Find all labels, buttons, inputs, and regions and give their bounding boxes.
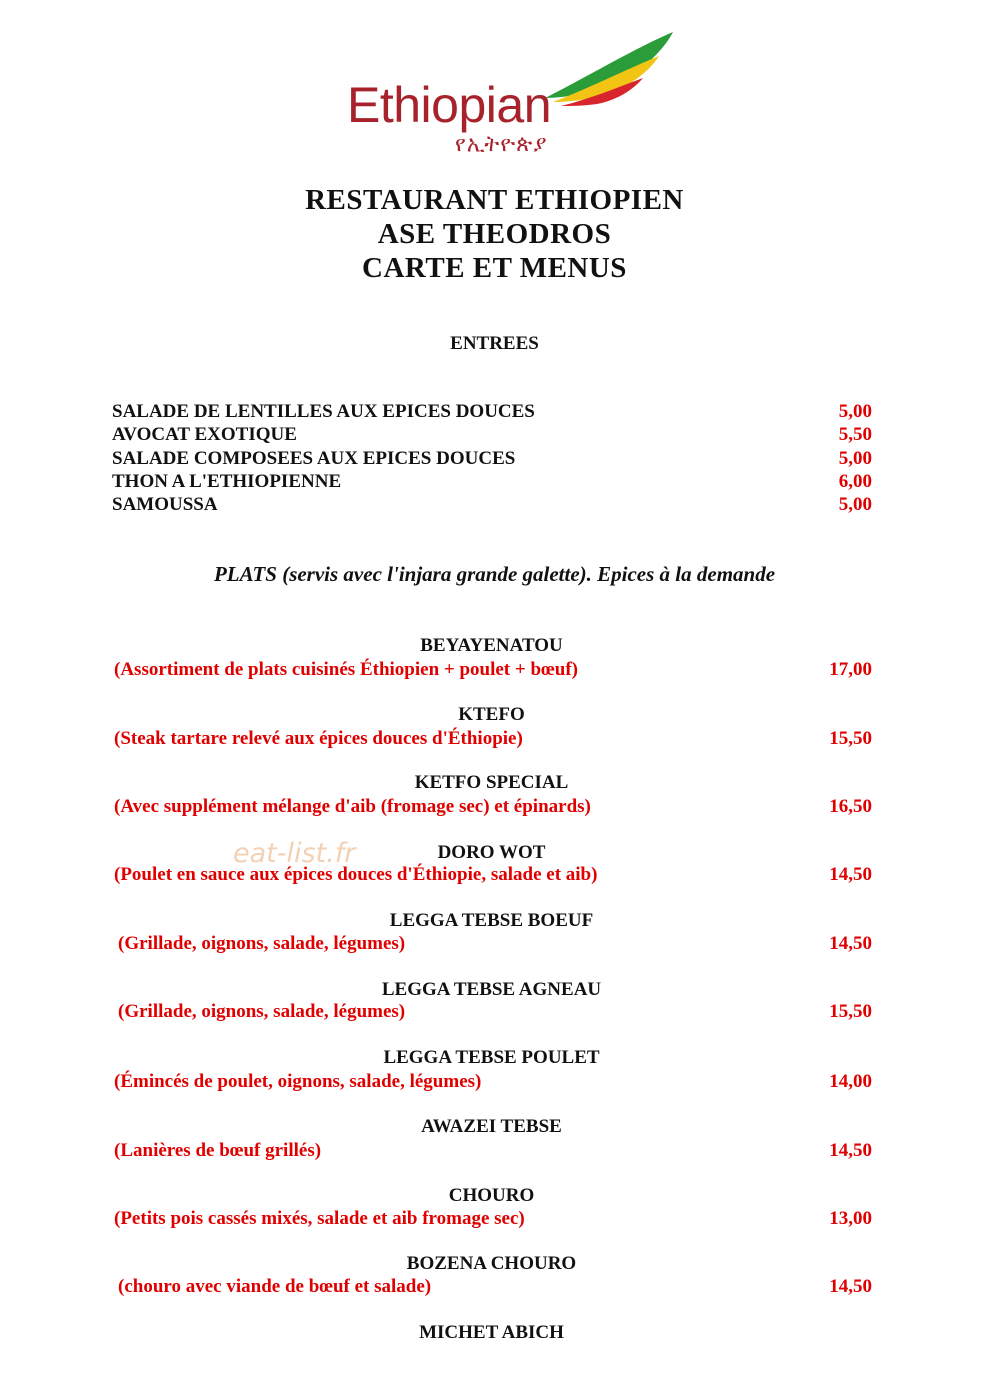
dish-name: AWAZEI TEBSE (421, 1116, 562, 1137)
entree-item (112, 471, 872, 495)
dish-description: (chouro avec viande de bœuf et salade) (118, 1276, 432, 1297)
dish-name: BOZENA CHOURO (406, 1253, 577, 1274)
airline-logo (345, 28, 685, 158)
dish-name: BEYAYENATOU (420, 635, 563, 656)
dish-description: (Grillade, oignons, salade, légumes) (118, 1001, 406, 1022)
entree-price: 5,00 (838, 448, 872, 469)
dish-description-row (114, 1071, 872, 1095)
dish-description: (Petits pois cassés mixés, salade et aib fromage sec) (114, 1208, 525, 1229)
dish-price: 17,00 (829, 659, 872, 680)
entree-price: 5,00 (838, 494, 872, 515)
dish-description: (Avec supplément mélange d'aib (fromage sec) et épinards) (114, 796, 591, 817)
restaurant-type-heading: RESTAURANT ETHIOPIEN (305, 184, 684, 216)
dish-description-row (114, 1140, 872, 1164)
dish-price: 14,50 (829, 864, 872, 885)
dish-name: CHOURO (448, 1185, 535, 1206)
dish-description: (Émincés de poulet, oignons, salade, légumes) (114, 1071, 482, 1092)
entree-item (112, 424, 872, 448)
dish-price: 13,00 (829, 1208, 872, 1229)
entree-price: 5,00 (838, 401, 872, 422)
dish-description-row (114, 1208, 872, 1232)
dish-name: LEGGA TEBSE AGNEAU (381, 979, 602, 1000)
entree-name: SAMOUSSA (112, 494, 218, 515)
dish-description-row (114, 864, 872, 888)
dish-name: KETFO SPECIAL (414, 772, 569, 793)
dish-price: 16,50 (829, 796, 872, 817)
dish-name: MICHET ABICH (419, 1322, 564, 1343)
site-watermark: eat-list.fr (233, 838, 356, 869)
dish-price: 14,50 (829, 933, 872, 954)
dish-price: 14,50 (829, 1140, 872, 1161)
dish-name: LEGGA TEBSE BOEUF (389, 910, 594, 931)
dish-description-row (114, 728, 872, 752)
logo-wordmark: Ethiopian (347, 77, 551, 133)
dish-description: (Assortiment de plats cuisinés Éthiopien + poulet + bœuf) (114, 659, 578, 680)
dish-description-row (118, 1001, 872, 1025)
dish-price: 14,50 (829, 1276, 872, 1297)
dish-price: 15,50 (829, 1001, 872, 1022)
dish-description-row (118, 933, 872, 957)
entree-price: 6,00 (838, 471, 872, 492)
dish-name: KTEFO (458, 704, 525, 725)
plats-section-title: PLATS (servis avec l'injara grande galette). Epices à la demande (213, 562, 776, 586)
entree-name: AVOCAT EXOTIQUE (112, 424, 297, 445)
dish-description-row (114, 659, 872, 683)
entree-item (112, 448, 872, 472)
dish-name: DORO WOT (437, 842, 546, 863)
dish-description: (Grillade, oignons, salade, légumes) (118, 933, 406, 954)
entree-price: 5,50 (838, 424, 872, 445)
dish-description-row (114, 796, 872, 820)
restaurant-name-heading: ASE THEODROS (377, 218, 612, 250)
dish-description: (Poulet en sauce aux épices douces d'Éthiopie, salade et aib) (114, 864, 598, 885)
dish-price: 14,00 (829, 1071, 872, 1092)
dish-description: (Lanières de bœuf grillés) (114, 1140, 322, 1161)
entree-name: THON A L'ETHIOPIENNE (112, 471, 342, 492)
entree-item (112, 401, 872, 425)
dish-name: LEGGA TEBSE POULET (383, 1047, 600, 1068)
entrees-section-title: ENTREES (450, 333, 539, 354)
dish-description: (Steak tartare relevé aux épices douces d'Éthiopie) (114, 728, 523, 749)
entree-item (112, 494, 872, 518)
dish-price: 15,50 (829, 728, 872, 749)
menu-title-heading: CARTE ET MENUS (362, 252, 627, 284)
logo-amharic-text: የኢትዮጵያ (455, 132, 548, 157)
entree-name: SALADE DE LENTILLES AUX EPICES DOUCES (112, 401, 535, 422)
entree-name: SALADE COMPOSEES AUX EPICES DOUCES (112, 448, 516, 469)
dish-description-row (118, 1276, 872, 1300)
